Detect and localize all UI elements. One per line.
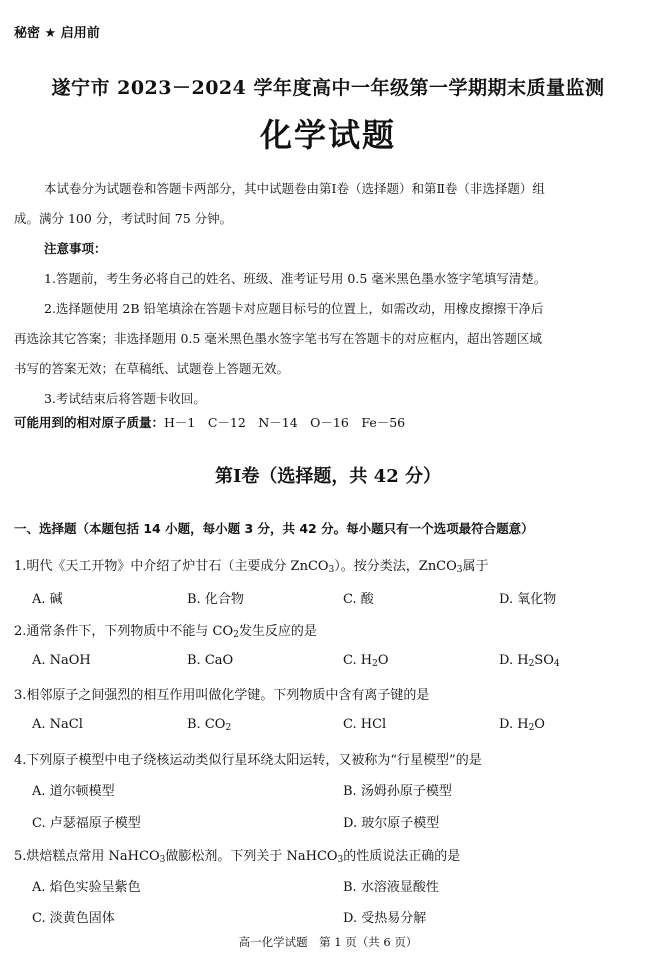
q5-option-a: A. 焰色实验呈紫色 <box>32 880 141 895</box>
q2-c-end: O <box>377 653 389 668</box>
exam-title: 遂宁市 2023－2024 学年度高中一年级第一学期期末质量监测 <box>51 77 605 99</box>
q3-option-a: A. NaCl <box>32 717 83 732</box>
atomic-mass-values: H－1 C－12 N－14 O－16 Fe－56 <box>164 415 406 430</box>
q2-d-sub: 2 <box>528 659 535 669</box>
question-1-stem <box>14 555 489 575</box>
note-2-row <box>14 294 640 324</box>
q2-text-a: 2.通常条件下，下列物质中不能与 CO <box>14 624 234 639</box>
q1-option-a: A. 碱 <box>32 592 63 607</box>
q2-option-b: B. CaO <box>187 653 234 668</box>
q5-text-a: 5.烘焙糕点常用 NaHCO <box>14 849 160 864</box>
q2-option-c <box>343 653 389 669</box>
intro-paragraph <box>14 174 640 204</box>
q3-d-sub: 2 <box>528 723 535 733</box>
q5-sub-b: 3 <box>337 855 344 865</box>
q4-option-a: A. 道尔顿模型 <box>32 784 115 799</box>
q2-d-mid: SO <box>534 653 554 668</box>
note-2-row-3 <box>14 354 640 384</box>
confidential-label: 秘密 ★ 启用前 <box>14 26 100 41</box>
q3-option-d <box>499 717 545 733</box>
part-instructions: 一、选择题（本题包括 14 小题，每小题 3 分，共 42 分。每小题只有一个选项最符合题意） <box>14 521 534 536</box>
q1-sub-b: 3 <box>456 565 463 575</box>
section-title: 第Ⅰ卷（选择题，共 42 分） <box>214 466 441 487</box>
note-2-line-1: 2.选择题使用 2B 铅笔填涂在答题卡对应题目标号的位置上，如需改动，用橡皮擦擦干净后 <box>44 301 544 316</box>
atomic-mass-label: 可能用到的相对原子质量： <box>14 415 165 430</box>
q3-b-main: B. CO <box>187 717 226 732</box>
note-2-line-3: 书写的答案无效；在草稿纸、试题卷上答题无效。 <box>14 361 290 376</box>
q2-sub: 2 <box>233 630 239 640</box>
notes-heading: 注意事项： <box>44 241 107 256</box>
q3-d-main: D. H <box>499 717 529 732</box>
q4-option-d: D. 玻尔原子模型 <box>343 816 440 831</box>
q2-d-main: D. H <box>499 653 529 668</box>
q5-option-c: C. 淡黄色固体 <box>32 911 115 926</box>
q2-c-main: C. H <box>343 653 373 668</box>
note-2-line-2: 再选涂其它答案；非选择题用 0.5 毫米黑色墨水签字笔书写在答题卡的对应框内，超出答题区域 <box>14 331 542 346</box>
q2-d-sub2: 4 <box>553 659 560 669</box>
q5-text-c: 的性质说法正确的是 <box>343 849 461 864</box>
q2-option-a: A. NaOH <box>32 653 91 668</box>
atomic-mass-row <box>14 408 640 438</box>
q3-option-b <box>187 717 231 733</box>
intro-line-2: 成。满分 100 分，考试时间 75 分钟。 <box>14 211 233 226</box>
note-1: 1.答题前，考生务必将自己的姓名、班级、准考证号用 0.5 毫米黑色墨水签字笔填写清楚。 <box>44 271 547 286</box>
q3-d-end: O <box>534 717 545 732</box>
note-2-row-2 <box>14 324 640 354</box>
question-4-stem: 4.下列原子模型中电子绕核运动类似行星环绕太阳运转，又被称为“行星模型”的是 <box>14 753 482 768</box>
q1-option-d: D. 氧化物 <box>499 592 557 607</box>
q2-text-b: 发生反应的是 <box>238 624 317 639</box>
question-2-stem <box>14 620 317 640</box>
note-1-row <box>14 264 640 294</box>
intro-line-1: 本试卷分为试题卷和答题卡两部分，其中试题卷由第Ⅰ卷（选择题）和第Ⅱ卷（非选择题）组 <box>44 181 545 196</box>
q5-option-b: B. 水溶液显酸性 <box>343 880 439 895</box>
page-footer: 高一化学试题 第 1 页（共 6 页） <box>238 935 418 949</box>
q2-option-d <box>499 653 560 669</box>
q3-option-c: C. HCl <box>343 717 387 732</box>
q1-option-b: B. 化合物 <box>187 592 244 607</box>
note-3: 3.考试结束后将答题卡收回。 <box>44 391 206 406</box>
q1-text-b: ）。按分类法，ZnCO <box>334 559 457 574</box>
intro-paragraph-cont <box>14 204 640 234</box>
q1-option-c: C. 酸 <box>343 592 374 607</box>
notes-heading-row <box>14 234 640 264</box>
subject-title: 化学试题 <box>259 116 396 154</box>
q2-c-sub: 2 <box>372 659 378 669</box>
q4-option-b: B. 汤姆孙原子模型 <box>343 784 452 799</box>
q1-sub-a: 3 <box>328 565 335 575</box>
q5-sub-a: 3 <box>159 855 166 865</box>
q3-b-sub: 2 <box>225 723 232 733</box>
question-5-stem <box>14 845 460 865</box>
q5-text-b: 做膨松剂。下列关于 NaHCO <box>165 849 338 864</box>
q5-option-d: D. 受热易分解 <box>343 911 427 926</box>
question-3-stem: 3.相邻原子之间强烈的相互作用叫做化学键。下列物质中含有离子键的是 <box>14 688 430 703</box>
q4-option-c: C. 卢瑟福原子模型 <box>32 816 141 831</box>
q1-text-a: 1.明代《天工开物》中介绍了炉甘石（主要成分 ZnCO <box>14 559 329 574</box>
q1-text-c: 属于 <box>462 559 489 574</box>
